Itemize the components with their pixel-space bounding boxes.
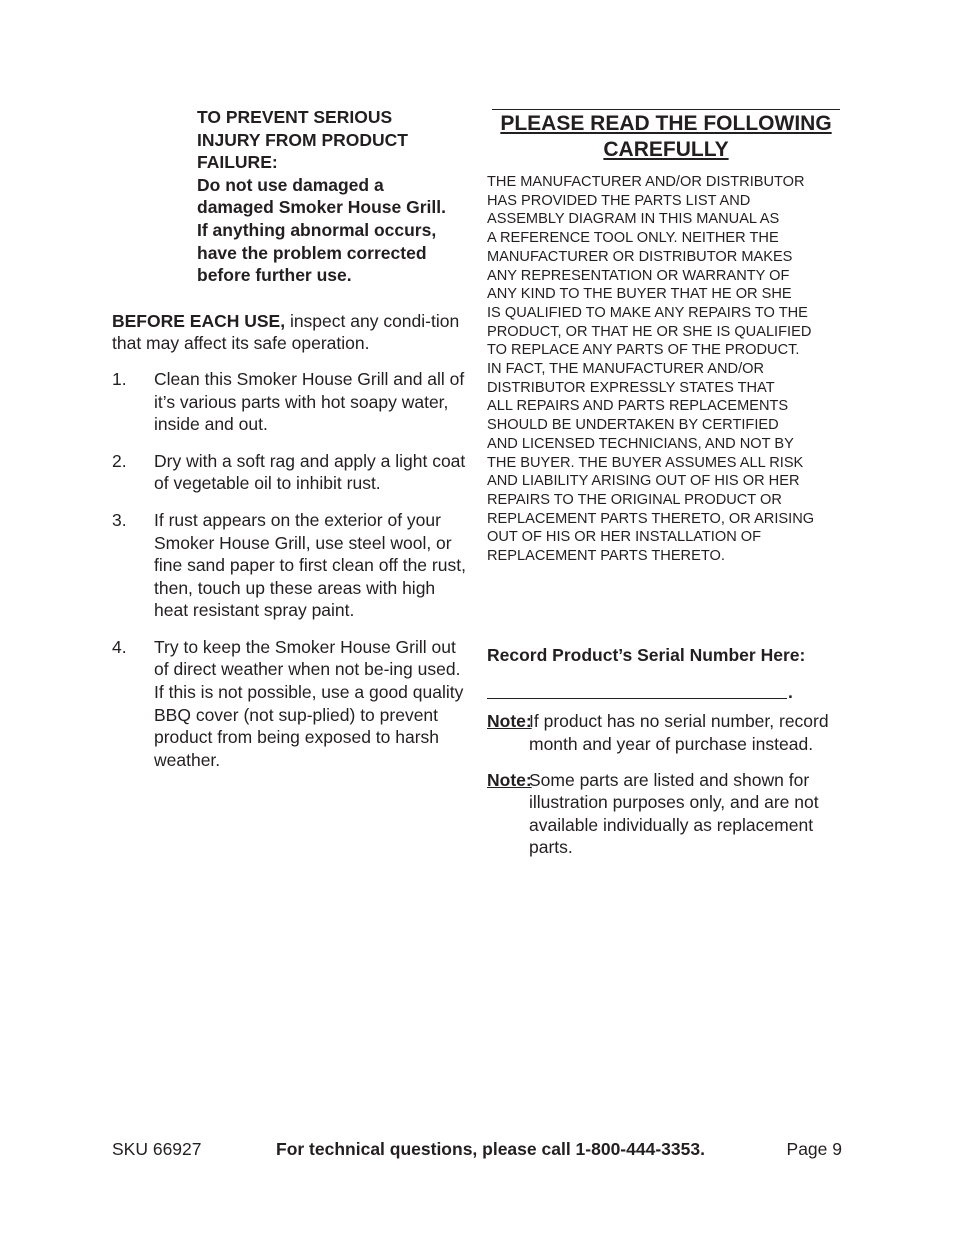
before-use-text: inspect any condi-tion that may affect its safe operation. bbox=[112, 310, 460, 354]
warning-line: If anything abnormal occurs, bbox=[197, 219, 437, 240]
step-number: 3. bbox=[112, 509, 127, 530]
note-parts bbox=[487, 769, 847, 859]
note-label: Note: bbox=[487, 711, 532, 732]
warning-line: INJURY FROM PRODUCT bbox=[197, 129, 408, 150]
note-label: Note: bbox=[487, 769, 532, 790]
list-item bbox=[112, 509, 472, 622]
warning-line: damaged Smoker House Grill. bbox=[197, 197, 446, 218]
right-column bbox=[487, 106, 847, 859]
before-use-paragraph bbox=[112, 310, 472, 355]
heading-line: PLEASE READ THE FOLLOWING bbox=[500, 112, 832, 135]
serial-number-period: . bbox=[788, 682, 793, 703]
note-text: Some parts are listed and shown for illustration purposes only, and are not available individually as replacement parts. bbox=[529, 769, 819, 858]
step-number: 1. bbox=[112, 368, 127, 389]
heading-line: CAREFULLY bbox=[603, 138, 729, 161]
serial-number-label: Record Product’s Serial Number Here: bbox=[487, 644, 806, 665]
step-text: Dry with a soft rag and apply a light coat of vegetable oil to inhibit rust. bbox=[154, 450, 466, 494]
page-number: Page 9 bbox=[786, 1139, 842, 1159]
tech-support-line: For technical questions, please call 1-800-444-3353. bbox=[276, 1139, 705, 1159]
warning-line: before further use. bbox=[197, 265, 352, 286]
before-use-lead: BEFORE EACH USE, bbox=[112, 310, 286, 331]
note-serial bbox=[487, 710, 847, 755]
page-footer bbox=[112, 1139, 842, 1163]
step-number: 2. bbox=[112, 450, 127, 471]
serial-number-underline bbox=[487, 698, 787, 699]
warning-line: TO PREVENT SERIOUS bbox=[197, 107, 393, 127]
section-heading bbox=[487, 110, 845, 163]
step-number: 4. bbox=[112, 636, 127, 657]
step-text: If rust appears on the exterior of your Smoker House Grill, use steel wool, or fine sand paper to first clean off the rust, then, touch up these areas with high heat resistant spray paint. bbox=[154, 509, 466, 621]
list-item bbox=[112, 368, 472, 436]
note-text: If product has no serial number, record month and year of purchase instead. bbox=[529, 711, 829, 754]
step-text: Try to keep the Smoker House Grill out of direct weather when not be-ing used. If this is not possible, use a good quality BBQ cover (not sup-plied) to prevent product from being exposed to harsh weather. bbox=[154, 636, 464, 770]
warning-line: have the problem corrected bbox=[197, 242, 427, 263]
warning-line: FAILURE: bbox=[197, 152, 278, 173]
step-text: Clean this Smoker House Grill and all of it’s various parts with hot soapy water, inside and out. bbox=[154, 368, 465, 435]
maintenance-steps bbox=[112, 368, 472, 772]
left-column bbox=[112, 106, 472, 785]
disclaimer-text: THE MANUFACTURER AND/OR DISTRIBUTOR HAS PROVIDED THE PARTS LIST AND ASSEMBLY DIAGRAM IN THIS MANUAL AS A REFERENCE TOOL ONLY. NEITHER THE MANUFACTURER OR DISTRIBUTOR MAKES ANY REPRESENTATION OR WARRANTY OF ANY KIND TO THE BUYER THAT HE OR SHE IS QUALIFIED TO MAKE ANY REPAIRS TO THE PRODUCT, OR THAT HE OR SHE IS QUALIFIED TO REPLACE ANY PARTS OF THE PRODUCT. IN FACT, THE MANUFACTURER AND/OR DISTRIBUTOR EXPRESSLY STATES THAT ALL REPAIRS AND PARTS REPLACEMENTS SHOULD BE UNDERTAKEN BY CERTIFIED AND LICENSED TECHNICIANS, AND NOT BY THE BUYER. THE BUYER ASSUMES ALL RISK AND LIABILITY ARISING OUT OF HIS OR HER REPAIRS TO THE ORIGINAL PRODUCT OR REPLACEMENT PARTS THERETO, OR ARISING OUT OF HIS OR HER INSTALLATION OF REPLACEMENT PARTS THERETO. bbox=[487, 174, 815, 565]
list-item bbox=[112, 636, 472, 772]
warning-block bbox=[197, 106, 472, 287]
serial-number-field[interactable] bbox=[487, 682, 847, 704]
list-item bbox=[112, 450, 472, 495]
warning-line: Do not use damaged a bbox=[197, 174, 384, 195]
sku-number: SKU 66927 bbox=[112, 1139, 202, 1159]
